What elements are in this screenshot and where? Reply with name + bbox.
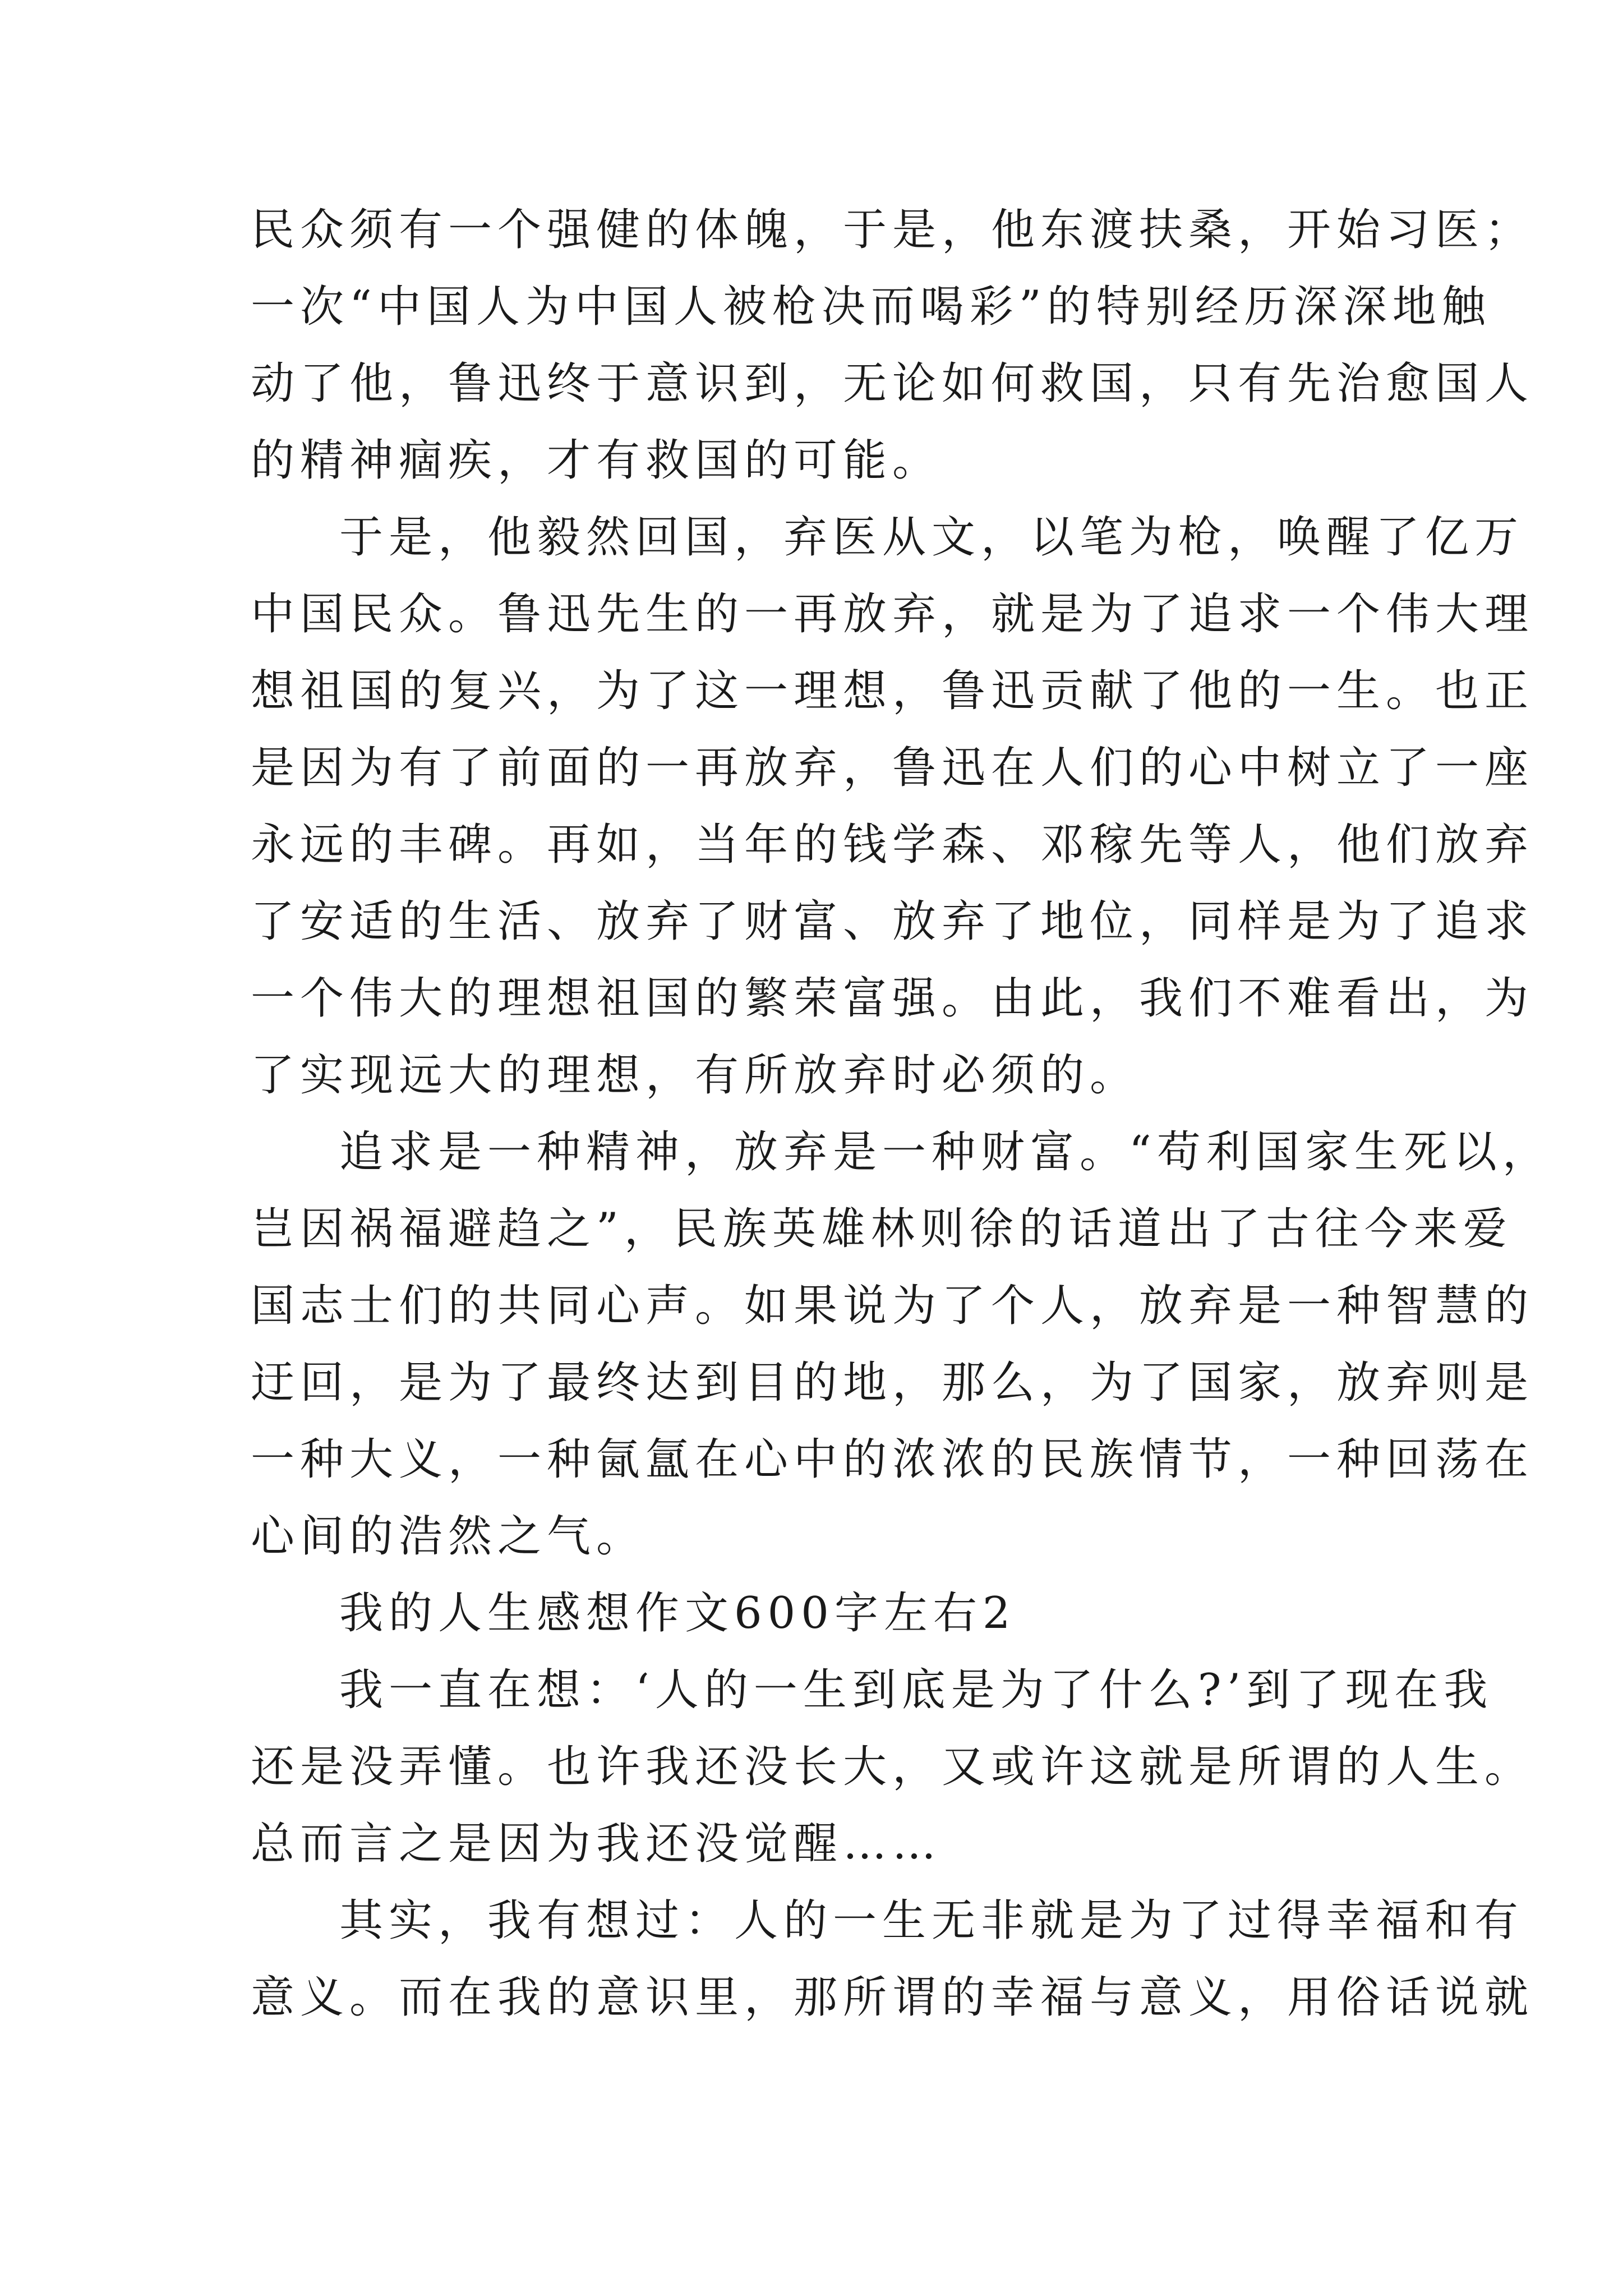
text-line: 迂回，是为了最终达到目的地，那么，为了国家，放弃则是 [251,1358,1534,1408]
text-line: 意义。而在我的意识里，那所谓的幸福与意义，用俗话说就 [251,1972,1534,2023]
text-line: 一次“中国人为中国人被枪决而喝彩”的特别经历深深地触 [251,282,1491,332]
text-line: 一种大义，一种氤氲在心中的浓浓的民族情节，一种回荡在 [251,1434,1534,1485]
paragraph-first-line: 我一直在想：‘人的一生到底是为了什么?’到了现在我 [339,1665,1493,1715]
text-line: 还是没弄懂。也许我还没长大，又或许这就是所谓的人生。 [251,1742,1534,1792]
text-line: 是因为有了前面的一再放弃，鲁迅在人们的心中树立了一座 [251,743,1534,793]
text-line: 心间的浩然之气。 [251,1511,646,1562]
text-line: 的精神痼疾，才有救国的可能。 [251,435,942,486]
text-line: 民众须有一个强健的体魄，于是，他东渡扶桑，开始习医； [251,205,1534,255]
paragraph-first-line: 于是，他毅然回国，弃医从文，以笔为枪，唤醒了亿万 [339,512,1524,563]
paragraph-first-line: 其实，我有想过：人的一生无非就是为了过得幸福和有 [339,1895,1524,1946]
text-line: 岂因祸福避趋之”，民族英雄林则徐的话道出了古往今来爱 [251,1204,1513,1254]
text-line: 了实现远大的理想，有所放弃时必须的。 [251,1050,1140,1101]
section-heading: 我的人生感想作文600字左右2 [339,1588,1016,1639]
text-line: 想祖国的复兴，为了这一理想，鲁迅贡献了他的一生。也正 [251,666,1534,716]
text-line: 中国民众。鲁迅先生的一再放弃，就是为了追求一个伟大理 [251,589,1534,639]
text-line: 了安适的生活、放弃了财富、放弃了地位，同样是为了追求 [251,896,1534,947]
text-line: 一个伟大的理想祖国的繁荣富强。由此，我们不难看出，为 [251,973,1534,1024]
text-line: 动了他，鲁迅终于意识到，无论如何救国，只有先治愈国人 [251,358,1534,409]
text-line: 永远的丰碑。再如，当年的钱学森、邓稼先等人，他们放弃 [251,820,1534,870]
text-line: 国志士们的共同心声。如果说为了个人，放弃是一种智慧的 [251,1281,1534,1331]
text-line: 总而言之是因为我还没觉醒…… [251,1819,942,1869]
paragraph-first-line: 追求是一种精神，放弃是一种财富。“苟利国家生死以， [339,1127,1552,1177]
